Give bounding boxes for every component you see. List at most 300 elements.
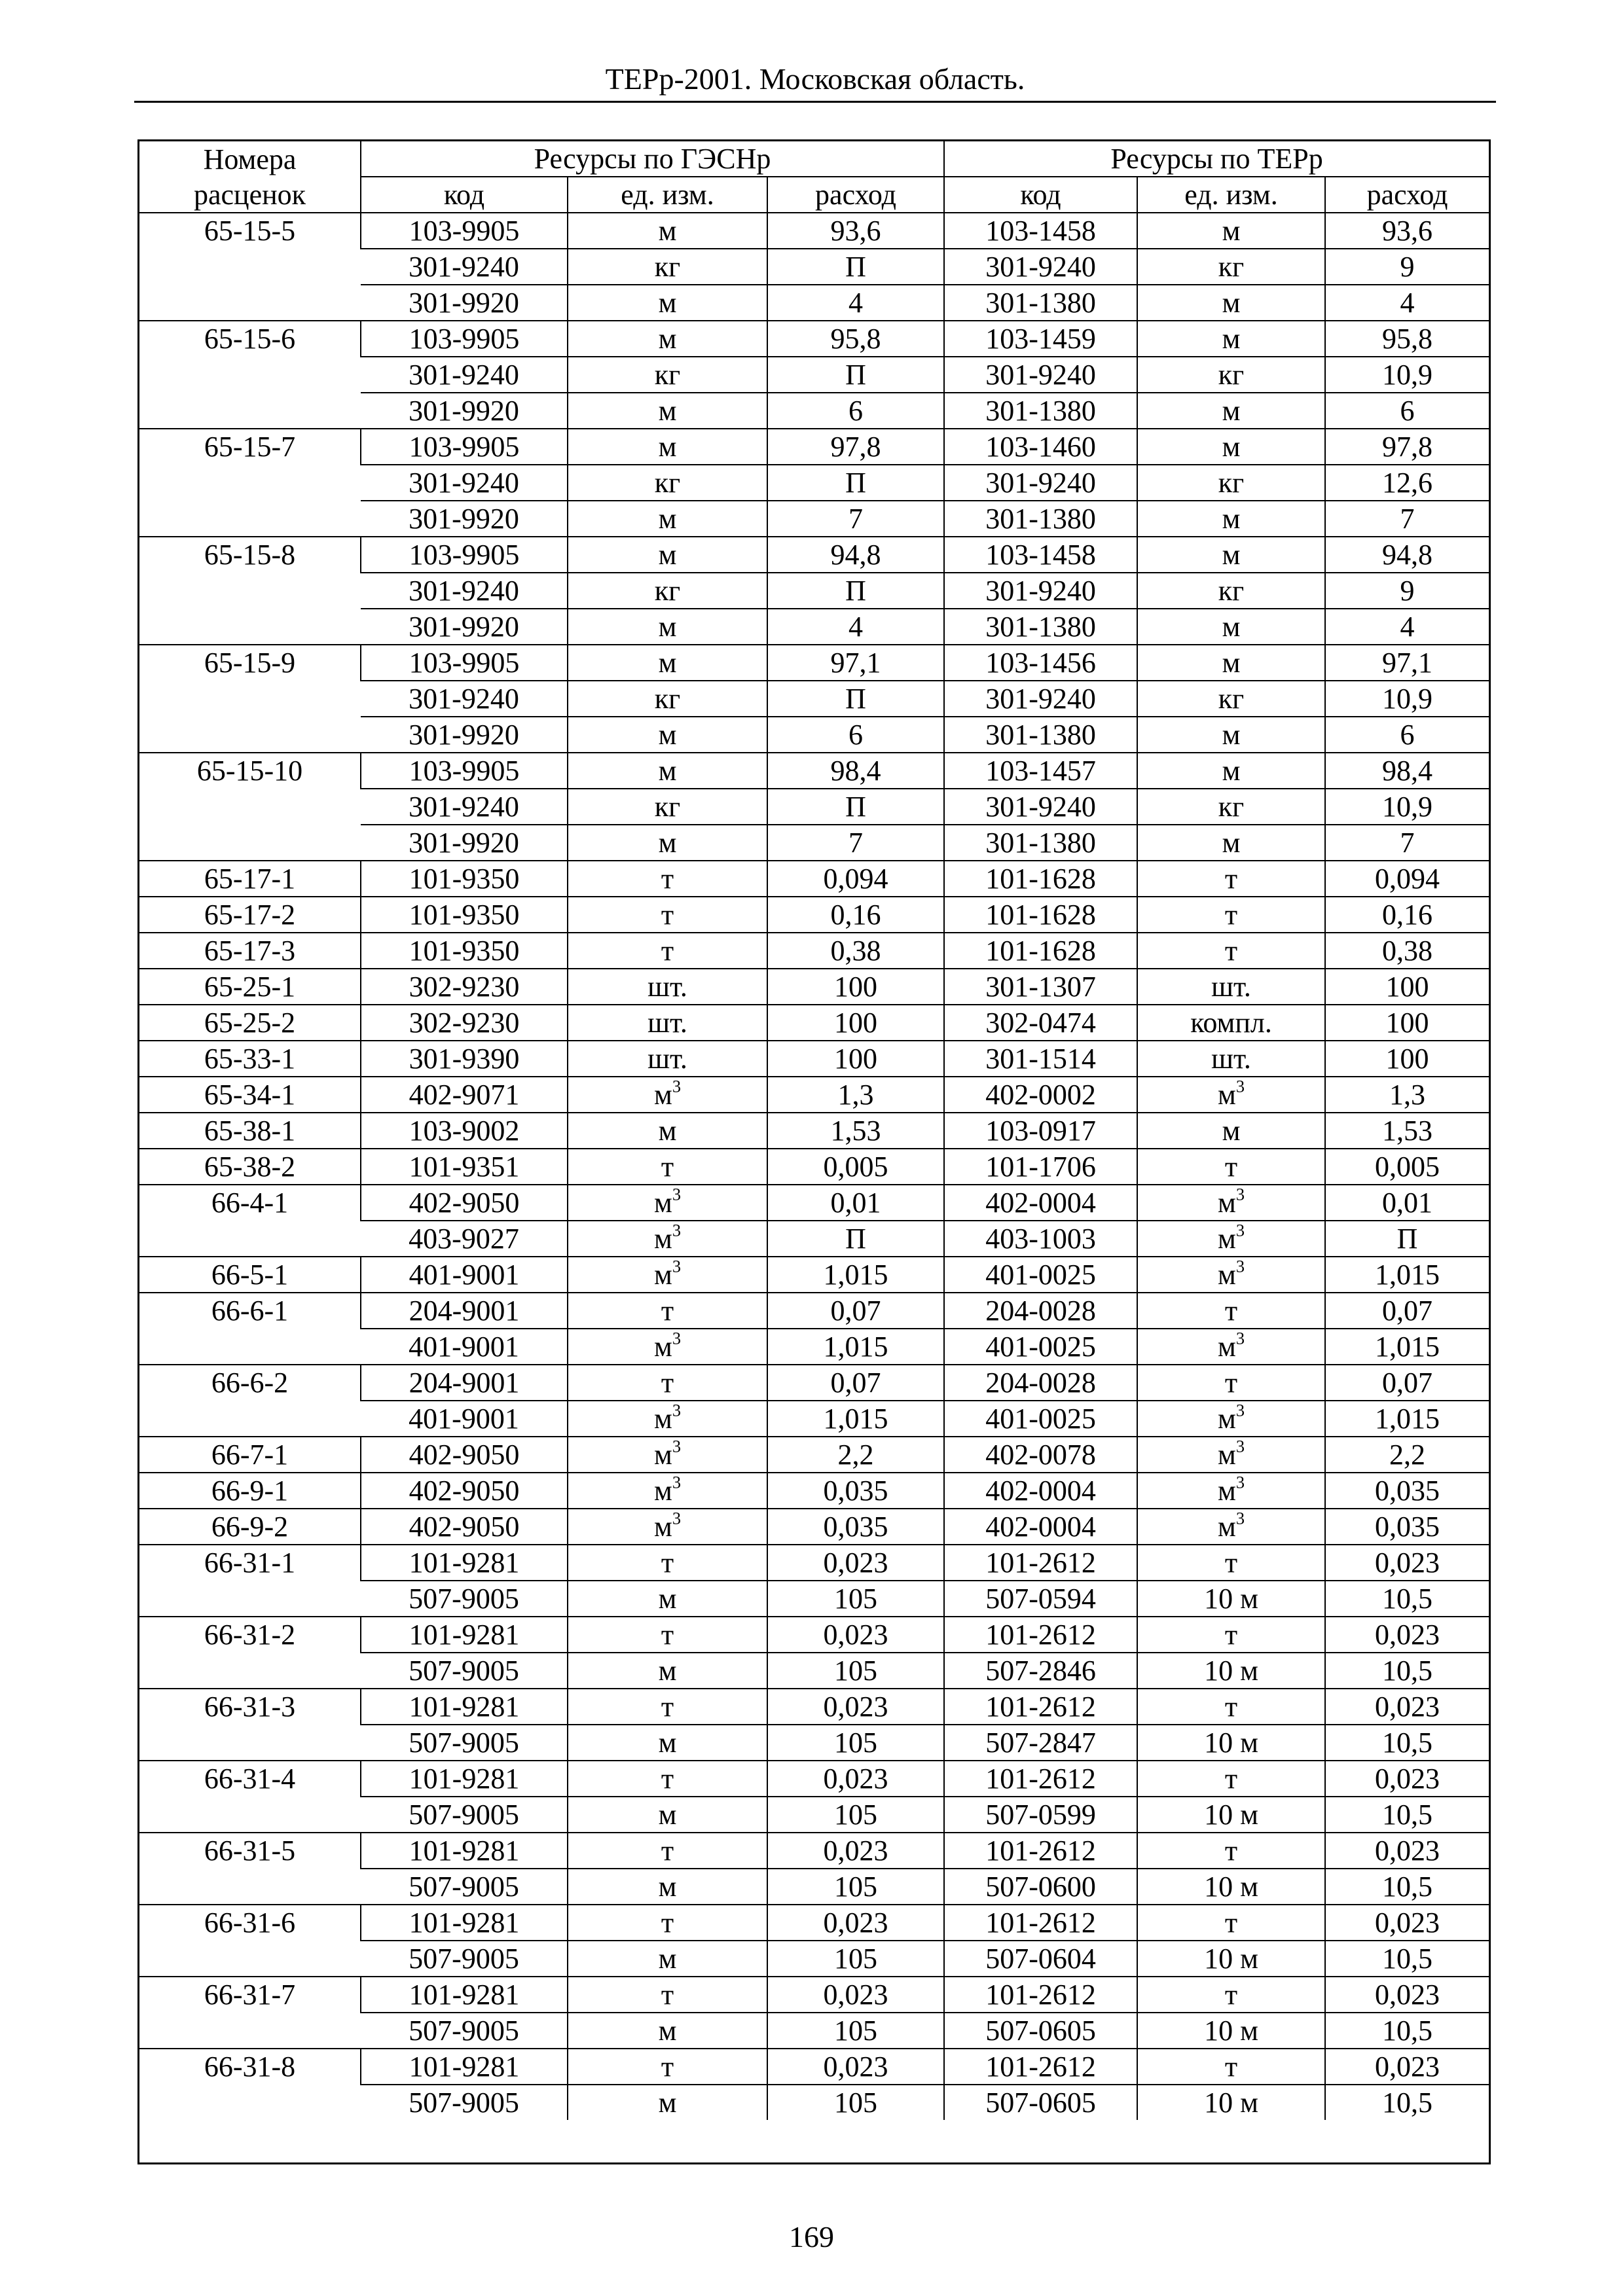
gesn-unit: м	[568, 537, 767, 573]
gesn-code: 103-9905	[361, 537, 568, 573]
ter-code: 103-1459	[944, 321, 1137, 357]
ter-qty: 10,5	[1325, 1653, 1489, 1689]
rate-number: 66-31-7	[139, 1977, 361, 2049]
ter-unit: м	[1137, 285, 1325, 321]
gesn-qty: 2,2	[767, 1437, 944, 1473]
ter-unit: компл.	[1137, 1005, 1325, 1041]
gesn-code: 301-9920	[361, 609, 568, 645]
table-row	[139, 537, 1489, 573]
gesn-unit: т	[568, 1689, 767, 1725]
gesn-code: 204-9001	[361, 1293, 568, 1329]
ter-unit: т	[1137, 933, 1325, 969]
gesn-qty: 0,023	[767, 1833, 944, 1869]
ter-unit: $м^3$	[1137, 1077, 1325, 1113]
gesn-unit: $м^3$	[568, 1077, 767, 1113]
gesn-qty: 100	[767, 969, 944, 1005]
table-row	[139, 1365, 1489, 1401]
rate-number: 65-15-5	[204, 215, 296, 247]
gesn-code: 101-9281	[361, 1761, 568, 1797]
gesn-qty: 0,035	[767, 1509, 944, 1545]
ter-code: 301-1380	[944, 285, 1137, 321]
ter-unit: м	[1137, 393, 1325, 429]
gesn-qty: 0,07	[767, 1365, 944, 1401]
gesn-code: 101-9350	[361, 933, 568, 969]
gesn-unit: шт.	[568, 1041, 767, 1077]
ter-code: 507-2846	[944, 1653, 1137, 1689]
gesn-qty: П	[767, 789, 944, 825]
ter-code: 101-2612	[944, 1833, 1137, 1869]
ter-unit: т	[1137, 1905, 1325, 1941]
page-number: 169	[789, 2220, 834, 2253]
gesn-qty: 0,07	[767, 1293, 944, 1329]
ter-unit: 10 м	[1137, 1797, 1325, 1833]
gesn-code: 402-9050	[361, 1509, 568, 1545]
gesn-code: 401-9001	[361, 1401, 568, 1437]
ter-code: 103-1458	[944, 537, 1137, 573]
gesn-code: 101-9350	[361, 861, 568, 897]
ter-code: 507-0605	[944, 2085, 1137, 2120]
ter-unit: м	[1137, 1113, 1325, 1149]
gesn-code: 103-9905	[361, 645, 568, 681]
gesn-qty: 0,023	[767, 1761, 944, 1797]
gesn-unit: м	[568, 1725, 767, 1761]
table-row	[139, 1077, 1489, 1113]
gesn-unit: $м^3$	[568, 1509, 767, 1545]
rate-number: 66-9-2	[139, 1509, 361, 1545]
gesn-qty: 0,38	[767, 933, 944, 969]
ter-qty: 0,005	[1325, 1149, 1489, 1185]
ter-qty: 0,023	[1325, 1761, 1489, 1797]
col-ter-qty: расход	[1325, 177, 1489, 213]
ter-qty: 10,9	[1325, 681, 1489, 717]
gesn-code: 507-9005	[361, 1797, 568, 1833]
gesn-qty: 105	[767, 1797, 944, 1833]
table-row	[139, 1437, 1489, 1473]
ter-qty: 0,07	[1325, 1365, 1489, 1401]
gesn-unit: м	[568, 501, 767, 537]
gesn-unit: $м^3$	[568, 1473, 767, 1509]
gesn-qty: 105	[767, 1653, 944, 1689]
ter-code: 103-1458	[944, 213, 1137, 249]
gesn-unit: кг	[568, 465, 767, 501]
table-row	[139, 645, 1489, 681]
gesn-unit: $м^3$	[568, 1257, 767, 1293]
table-row	[139, 321, 1489, 357]
gesn-qty: 93,6	[767, 213, 944, 249]
gesn-code: 402-9071	[361, 1077, 568, 1113]
ter-code: 507-0599	[944, 1797, 1137, 1833]
gesn-qty: 0,01	[767, 1185, 944, 1221]
table-row	[139, 1689, 1489, 1725]
gesn-unit: м	[568, 393, 767, 429]
ter-unit: 10 м	[1137, 2085, 1325, 2120]
ter-qty: 1,53	[1325, 1113, 1489, 1149]
ter-code: 402-0004	[944, 1509, 1137, 1545]
col-rates-header-2: расценок	[193, 178, 306, 211]
ter-unit: м	[1137, 609, 1325, 645]
ter-code: 403-1003	[944, 1221, 1137, 1257]
gesn-unit: т	[568, 933, 767, 969]
ter-unit: $м^3$	[1137, 1257, 1325, 1293]
gesn-code: 101-9281	[361, 1689, 568, 1725]
rate-number: 66-31-6	[139, 1905, 361, 1977]
ter-unit: кг	[1137, 681, 1325, 717]
ter-code: 301-9240	[944, 681, 1137, 717]
ter-unit: $м^3$	[1137, 1401, 1325, 1437]
gesn-code: 101-9281	[361, 1977, 568, 2013]
ter-qty: 2,2	[1325, 1437, 1489, 1473]
rate-number: 65-34-1	[139, 1077, 361, 1113]
gesn-unit: т	[568, 1545, 767, 1581]
gesn-code: 103-9905	[361, 753, 568, 789]
gesn-qty: 105	[767, 1869, 944, 1905]
ter-qty: 1,015	[1325, 1329, 1489, 1365]
ter-unit: т	[1137, 1833, 1325, 1869]
ter-qty: П	[1325, 1221, 1489, 1257]
ter-qty: 94,8	[1325, 537, 1489, 573]
ter-qty: 0,01	[1325, 1185, 1489, 1221]
gesn-code: 301-9390	[361, 1041, 568, 1077]
gesn-qty: П	[767, 681, 944, 717]
gesn-qty: 1,015	[767, 1257, 944, 1293]
ter-code: 302-0474	[944, 1005, 1137, 1041]
ter-qty: 0,023	[1325, 1617, 1489, 1653]
gesn-unit: т	[568, 1617, 767, 1653]
gesn-unit: м	[568, 2085, 767, 2120]
gesn-qty: 0,023	[767, 1977, 944, 2013]
gesn-code: 401-9001	[361, 1329, 568, 1365]
gesn-qty: 97,8	[767, 429, 944, 465]
gesn-qty: П	[767, 465, 944, 501]
gesn-qty: 105	[767, 2085, 944, 2120]
ter-unit: $м^3$	[1137, 1437, 1325, 1473]
gesn-code: 301-9240	[361, 681, 568, 717]
gesn-code: 302-9230	[361, 969, 568, 1005]
table-row	[139, 1833, 1489, 1869]
gesn-unit: т	[568, 1977, 767, 2013]
ter-unit: т	[1137, 1545, 1325, 1581]
gesn-qty: П	[767, 1221, 944, 1257]
gesn-qty: 100	[767, 1041, 944, 1077]
ter-qty: 10,5	[1325, 1797, 1489, 1833]
ter-qty: 7	[1325, 501, 1489, 537]
ter-code: 301-1380	[944, 717, 1137, 753]
ter-code: 103-1460	[944, 429, 1137, 465]
rate-number: 65-17-3	[139, 933, 361, 969]
gesn-code: 101-9281	[361, 1833, 568, 1869]
ter-unit: кг	[1137, 465, 1325, 501]
gesn-code: 301-9240	[361, 465, 568, 501]
ter-unit: 10 м	[1137, 1869, 1325, 1905]
ter-qty: 97,8	[1325, 429, 1489, 465]
table-row	[139, 1473, 1489, 1509]
ter-qty: 100	[1325, 1041, 1489, 1077]
gesn-qty: 0,023	[767, 1689, 944, 1725]
ter-qty: 7	[1325, 825, 1489, 861]
table-row	[139, 1617, 1489, 1653]
gesn-unit: $м^3$	[568, 1221, 767, 1257]
gesn-code: 301-9240	[361, 573, 568, 609]
gesn-qty: 94,8	[767, 537, 944, 573]
gesn-unit: м	[568, 429, 767, 465]
gesn-unit: м	[568, 1797, 767, 1833]
gesn-code: 507-9005	[361, 1941, 568, 1977]
gesn-qty: 6	[767, 717, 944, 753]
ter-qty: 10,5	[1325, 2085, 1489, 2120]
rate-number: 66-31-2	[139, 1617, 361, 1689]
table-row	[139, 861, 1489, 897]
ter-unit: м	[1137, 429, 1325, 465]
ter-unit: кг	[1137, 573, 1325, 609]
gesn-unit: $м^3$	[568, 1329, 767, 1365]
rate-number: 66-6-2	[139, 1365, 361, 1437]
gesn-qty: 105	[767, 1941, 944, 1977]
ter-code: 507-0604	[944, 1941, 1137, 1977]
resources-table-frame	[137, 139, 1491, 2164]
rate-number: 65-38-1	[139, 1113, 361, 1149]
gesn-qty: 97,1	[767, 645, 944, 681]
gesn-unit: т	[568, 897, 767, 933]
ter-code: 204-0028	[944, 1365, 1137, 1401]
ter-unit: м	[1137, 501, 1325, 537]
ter-unit: м	[1137, 537, 1325, 573]
ter-unit: т	[1137, 1149, 1325, 1185]
ter-code: 301-1380	[944, 393, 1137, 429]
table-row	[139, 1761, 1489, 1797]
ter-unit: т	[1137, 1365, 1325, 1401]
ter-unit: кг	[1137, 789, 1325, 825]
ter-qty: 0,094	[1325, 861, 1489, 897]
ter-qty: 9	[1325, 573, 1489, 609]
ter-unit: т	[1137, 1617, 1325, 1653]
ter-qty: 97,1	[1325, 645, 1489, 681]
ter-code: 507-0600	[944, 1869, 1137, 1905]
ter-unit: $м^3$	[1137, 1509, 1325, 1545]
col-gesn-qty: расход	[767, 177, 944, 213]
ter-code: 401-0025	[944, 1401, 1137, 1437]
gesn-unit: м	[568, 213, 767, 249]
table-row	[139, 969, 1489, 1005]
gesn-code: 301-9240	[361, 249, 568, 285]
ter-code: 101-2612	[944, 1761, 1137, 1797]
ter-code: 507-0594	[944, 1581, 1137, 1617]
ter-unit: т	[1137, 2049, 1325, 2085]
ter-code: 301-1307	[944, 969, 1137, 1005]
gesn-unit: м	[568, 645, 767, 681]
gesn-code: 103-9905	[361, 213, 568, 249]
gesn-qty: 0,023	[767, 2049, 944, 2085]
ter-unit: шт.	[1137, 1041, 1325, 1077]
rate-number: 66-4-1	[139, 1185, 361, 1257]
ter-code: 301-9240	[944, 357, 1137, 393]
ter-unit: м	[1137, 753, 1325, 789]
ter-qty: 10,5	[1325, 1725, 1489, 1761]
gesn-unit: м	[568, 717, 767, 753]
rate-number: 66-5-1	[139, 1257, 361, 1293]
ter-code: 101-2612	[944, 1905, 1137, 1941]
ter-code: 402-0004	[944, 1185, 1137, 1221]
gesn-code: 403-9027	[361, 1221, 568, 1257]
rate-number: 66-31-4	[139, 1761, 361, 1833]
rate-number: 66-31-3	[139, 1689, 361, 1761]
ter-code: 301-9240	[944, 465, 1137, 501]
col-gesn-code: код	[361, 177, 568, 213]
ter-code: 101-1628	[944, 933, 1137, 969]
ter-qty: 0,023	[1325, 1545, 1489, 1581]
gesn-unit: кг	[568, 357, 767, 393]
ter-code: 103-1457	[944, 753, 1137, 789]
ter-unit: т	[1137, 1761, 1325, 1797]
ter-qty: 6	[1325, 717, 1489, 753]
ter-code: 101-2612	[944, 1689, 1137, 1725]
gesn-qty: 105	[767, 1725, 944, 1761]
col-ter-header: Ресурсы по ТЕРр	[944, 141, 1489, 177]
gesn-unit: м	[568, 825, 767, 861]
ter-qty: 0,07	[1325, 1293, 1489, 1329]
ter-unit: 10 м	[1137, 1725, 1325, 1761]
gesn-code: 101-9351	[361, 1149, 568, 1185]
rate-number: 65-15-7	[139, 429, 361, 537]
header-rule	[134, 101, 1496, 103]
ter-code: 301-1380	[944, 609, 1137, 645]
gesn-code: 302-9230	[361, 1005, 568, 1041]
col-ter-code: код	[944, 177, 1137, 213]
ter-qty: 93,6	[1325, 213, 1489, 249]
ter-qty: 95,8	[1325, 321, 1489, 357]
gesn-code: 402-9050	[361, 1473, 568, 1509]
ter-code: 101-2612	[944, 1617, 1137, 1653]
table-row	[139, 1041, 1489, 1077]
gesn-qty: 0,094	[767, 861, 944, 897]
gesn-unit: $м^3$	[568, 1437, 767, 1473]
table-row	[139, 753, 1489, 789]
ter-qty: 98,4	[1325, 753, 1489, 789]
rate-number: 66-31-8	[139, 2049, 361, 2120]
rate-number: 66-31-1	[139, 1545, 361, 1617]
gesn-unit: м	[568, 2013, 767, 2049]
gesn-qty: 4	[767, 285, 944, 321]
gesn-code: 507-9005	[361, 1725, 568, 1761]
gesn-code: 507-9005	[361, 1869, 568, 1905]
ter-qty: 100	[1325, 969, 1489, 1005]
gesn-qty: 0,035	[767, 1473, 944, 1509]
gesn-qty: 0,16	[767, 897, 944, 933]
gesn-unit: м	[568, 1869, 767, 1905]
gesn-unit: т	[568, 1293, 767, 1329]
table-row	[139, 1905, 1489, 1941]
page-header: ТЕРр-2001. Московская область.	[605, 62, 1025, 96]
ter-unit: м	[1137, 213, 1325, 249]
gesn-code: 101-9281	[361, 1545, 568, 1581]
table-row	[139, 1113, 1489, 1149]
gesn-qty: 0,023	[767, 1617, 944, 1653]
rate-number: 65-15-9	[139, 645, 361, 753]
table-row	[139, 1185, 1489, 1221]
gesn-unit: т	[568, 1365, 767, 1401]
gesn-qty: 1,3	[767, 1077, 944, 1113]
ter-qty: 12,6	[1325, 465, 1489, 501]
ter-code: 401-0025	[944, 1329, 1137, 1365]
ter-code: 204-0028	[944, 1293, 1137, 1329]
table-row	[139, 1257, 1489, 1293]
ter-unit: т	[1137, 1689, 1325, 1725]
gesn-qty: П	[767, 357, 944, 393]
gesn-unit: $м^3$	[568, 1185, 767, 1221]
ter-unit: $м^3$	[1137, 1221, 1325, 1257]
gesn-unit: кг	[568, 249, 767, 285]
ter-qty: 1,3	[1325, 1077, 1489, 1113]
ter-qty: 0,023	[1325, 2049, 1489, 2085]
gesn-qty: 105	[767, 1581, 944, 1617]
col-ter-unit: ед. изм.	[1137, 177, 1325, 213]
gesn-unit: кг	[568, 681, 767, 717]
table-row	[139, 933, 1489, 969]
ter-unit: 10 м	[1137, 2013, 1325, 2049]
gesn-qty: 1,015	[767, 1329, 944, 1365]
ter-code: 101-2612	[944, 1545, 1137, 1581]
rate-number: 65-15-8	[139, 537, 361, 645]
table-row	[139, 2049, 1489, 2085]
gesn-code: 507-9005	[361, 1653, 568, 1689]
gesn-code: 103-9002	[361, 1113, 568, 1149]
gesn-code: 101-9281	[361, 2049, 568, 2085]
gesn-code: 301-9920	[361, 393, 568, 429]
gesn-unit: м	[568, 1113, 767, 1149]
gesn-code: 301-9240	[361, 357, 568, 393]
rate-number: 66-7-1	[139, 1437, 361, 1473]
ter-qty: 1,015	[1325, 1257, 1489, 1293]
ter-unit: т	[1137, 1293, 1325, 1329]
ter-unit: 10 м	[1137, 1581, 1325, 1617]
ter-unit: м	[1137, 321, 1325, 357]
gesn-unit: шт.	[568, 1005, 767, 1041]
gesn-unit: м	[568, 753, 767, 789]
gesn-qty: 7	[767, 501, 944, 537]
gesn-qty: П	[767, 573, 944, 609]
table-row	[139, 1509, 1489, 1545]
ter-qty: 10,5	[1325, 1869, 1489, 1905]
ter-code: 401-0025	[944, 1257, 1137, 1293]
ter-code: 101-1628	[944, 897, 1137, 933]
ter-qty: 1,015	[1325, 1401, 1489, 1437]
ter-code: 101-1628	[944, 861, 1137, 897]
gesn-code: 401-9001	[361, 1257, 568, 1293]
ter-code: 301-1514	[944, 1041, 1137, 1077]
ter-unit: кг	[1137, 249, 1325, 285]
ter-code: 301-9240	[944, 789, 1137, 825]
gesn-unit: м	[568, 609, 767, 645]
ter-code: 103-1456	[944, 645, 1137, 681]
ter-qty: 0,035	[1325, 1473, 1489, 1509]
ter-unit: 10 м	[1137, 1653, 1325, 1689]
gesn-unit: т	[568, 1149, 767, 1185]
rate-number: 65-17-1	[139, 861, 361, 897]
ter-unit: $м^3$	[1137, 1185, 1325, 1221]
rate-number: 65-33-1	[139, 1041, 361, 1077]
ter-qty: 10,9	[1325, 789, 1489, 825]
gesn-qty: 1,53	[767, 1113, 944, 1149]
gesn-code: 103-9905	[361, 321, 568, 357]
gesn-unit: м	[568, 285, 767, 321]
table-row	[139, 1545, 1489, 1581]
ter-code: 402-0078	[944, 1437, 1137, 1473]
gesn-unit: м	[568, 321, 767, 357]
ter-qty: 4	[1325, 285, 1489, 321]
gesn-unit: м	[568, 1653, 767, 1689]
ter-unit: м	[1137, 825, 1325, 861]
table-body	[139, 213, 1489, 2120]
gesn-code: 101-9281	[361, 1617, 568, 1653]
